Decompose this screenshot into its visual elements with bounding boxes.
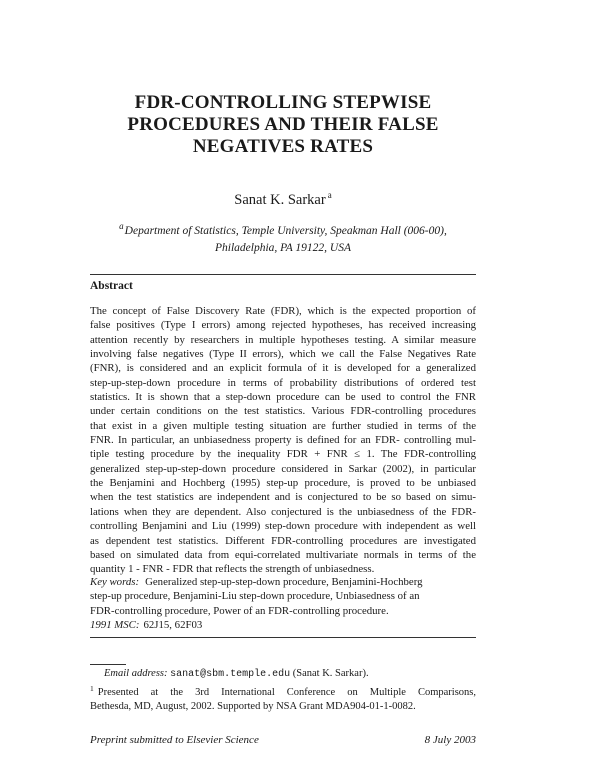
abstract-line: false positives (Type I errors) among rejected hypotheses, has received increasing — [90, 319, 476, 332]
keywords-label: Key words: — [90, 576, 140, 588]
abstract-body — [90, 304, 476, 577]
abstract-line: lations when they are dependent. Also conjectured is the unbiasedness of the FDR- — [90, 505, 476, 518]
affiliation-line: $^a$Department of Statistics, Temple University, Speakman Hall (006-00), — [119, 221, 447, 237]
footnote-1: $^1$ Presented at the 3rd International Conference on Multiple Comparisons, — [90, 684, 476, 698]
keywords-line: step-up procedure, Benjamini-Liu step-down procedure, Unbiasedness of an — [90, 590, 420, 603]
abstract-line: the Benjamini and Hochberg (1995) step-up procedure, is proved to be unbiased — [90, 477, 476, 490]
author-affiliation-marker: a — [327, 190, 332, 200]
footnote-1-continued: Bethesda, MD, August, 2002. Supported by NSA Grant MDA904-01-1-0082. — [90, 701, 416, 712]
footer-preprint-note: Preprint submitted to Elsevier Science — [90, 734, 259, 746]
abstract-line: statistics. It is shown that a step-down procedure can be used to control the FNR — [90, 391, 476, 404]
abstract-line: under certain conditions on the test statistics. Various FDR-controlling procedures — [90, 405, 476, 418]
keywords-line: FDR-controlling procedure, Power of an FDR-controlling procedure. — [90, 604, 389, 617]
affiliation-marker: a — [119, 221, 124, 231]
footer-date: 8 July 2003 — [424, 734, 476, 746]
email-address: sanat@sbm.temple.edu — [170, 669, 291, 680]
author-name: Sanat K. Sarkar — [234, 192, 326, 208]
abstract-line: FNR. In particular, an unbiasedness property is defined for an FDR- controlling mul- — [90, 434, 476, 447]
keywords-line: Key words: Generalized step-up-step-down procedure, Benjamini-Hochberg — [90, 576, 423, 588]
abstract-line: tiple testing procedure by the inequality FDR + FNR ≤ 1. The FDR-controlling — [90, 448, 476, 461]
abstract-line: attention recently by researchers in multiple hypotheses testing. A similar measure — [90, 333, 476, 346]
abstract-top-rule — [90, 274, 476, 275]
title-line: PROCEDURES AND THEIR FALSE — [127, 114, 439, 135]
email-label: Email address: — [104, 668, 168, 679]
keywords — [90, 575, 476, 632]
abstract-heading: Abstract — [90, 280, 133, 292]
abstract-line: quantity 1 - FNR - FDR that reflects the strength of unbiasedness. — [90, 563, 375, 576]
paper-title — [90, 92, 476, 158]
email-footnote — [90, 667, 476, 682]
abstract-line: that exist in a given multiple testing situation are further studied in terms of the — [90, 419, 476, 432]
msc-label: 1991 MSC: — [90, 619, 140, 632]
title-line: FDR-CONTROLLING STEPWISE — [134, 92, 432, 113]
abstract-line: based on simulated data from equi-correlated multivariate normals in terms of the — [90, 548, 476, 561]
abstract-line: as dependent test statistics. Different FDR-controlling procedures are investigated — [90, 534, 476, 547]
msc-value: 62J15, 62F03 — [143, 619, 203, 632]
footnote-rule — [90, 664, 126, 665]
abstract-line: controlling Benjamini and Liu (1999) step-down procedure with independent as well — [90, 520, 476, 533]
affiliation — [90, 218, 476, 257]
abstract-line: (FNR), is considered and an explicit formula of it is developed for a generalized — [90, 362, 476, 375]
email-owner: (Sanat K. Sarkar). — [292, 668, 369, 679]
title-line: NEGATIVES RATES — [192, 136, 374, 157]
affiliation-line: Philadelphia, PA 19122, USA — [215, 242, 351, 254]
abstract-line: involving false negatives (Type II errors), which we call the False Negatives Rate — [90, 348, 476, 361]
msc-line — [90, 618, 476, 632]
abstract-line: when the test statistics are independent and is conjectured to be so based on simu- — [90, 491, 476, 504]
author — [90, 190, 476, 209]
abstract-line: step-up-step-down procedure in terms of probability distributions of ordered test — [90, 376, 476, 389]
abstract-line: generalized step-up-step-down procedure considered in Sarkar (2002), in particular — [90, 462, 476, 475]
footnotes — [90, 667, 476, 714]
abstract-line: The concept of False Discovery Rate (FDR), which is the expected proportion of — [90, 305, 476, 317]
abstract-bottom-rule — [90, 637, 476, 638]
footnote-number: 1 — [90, 684, 94, 693]
